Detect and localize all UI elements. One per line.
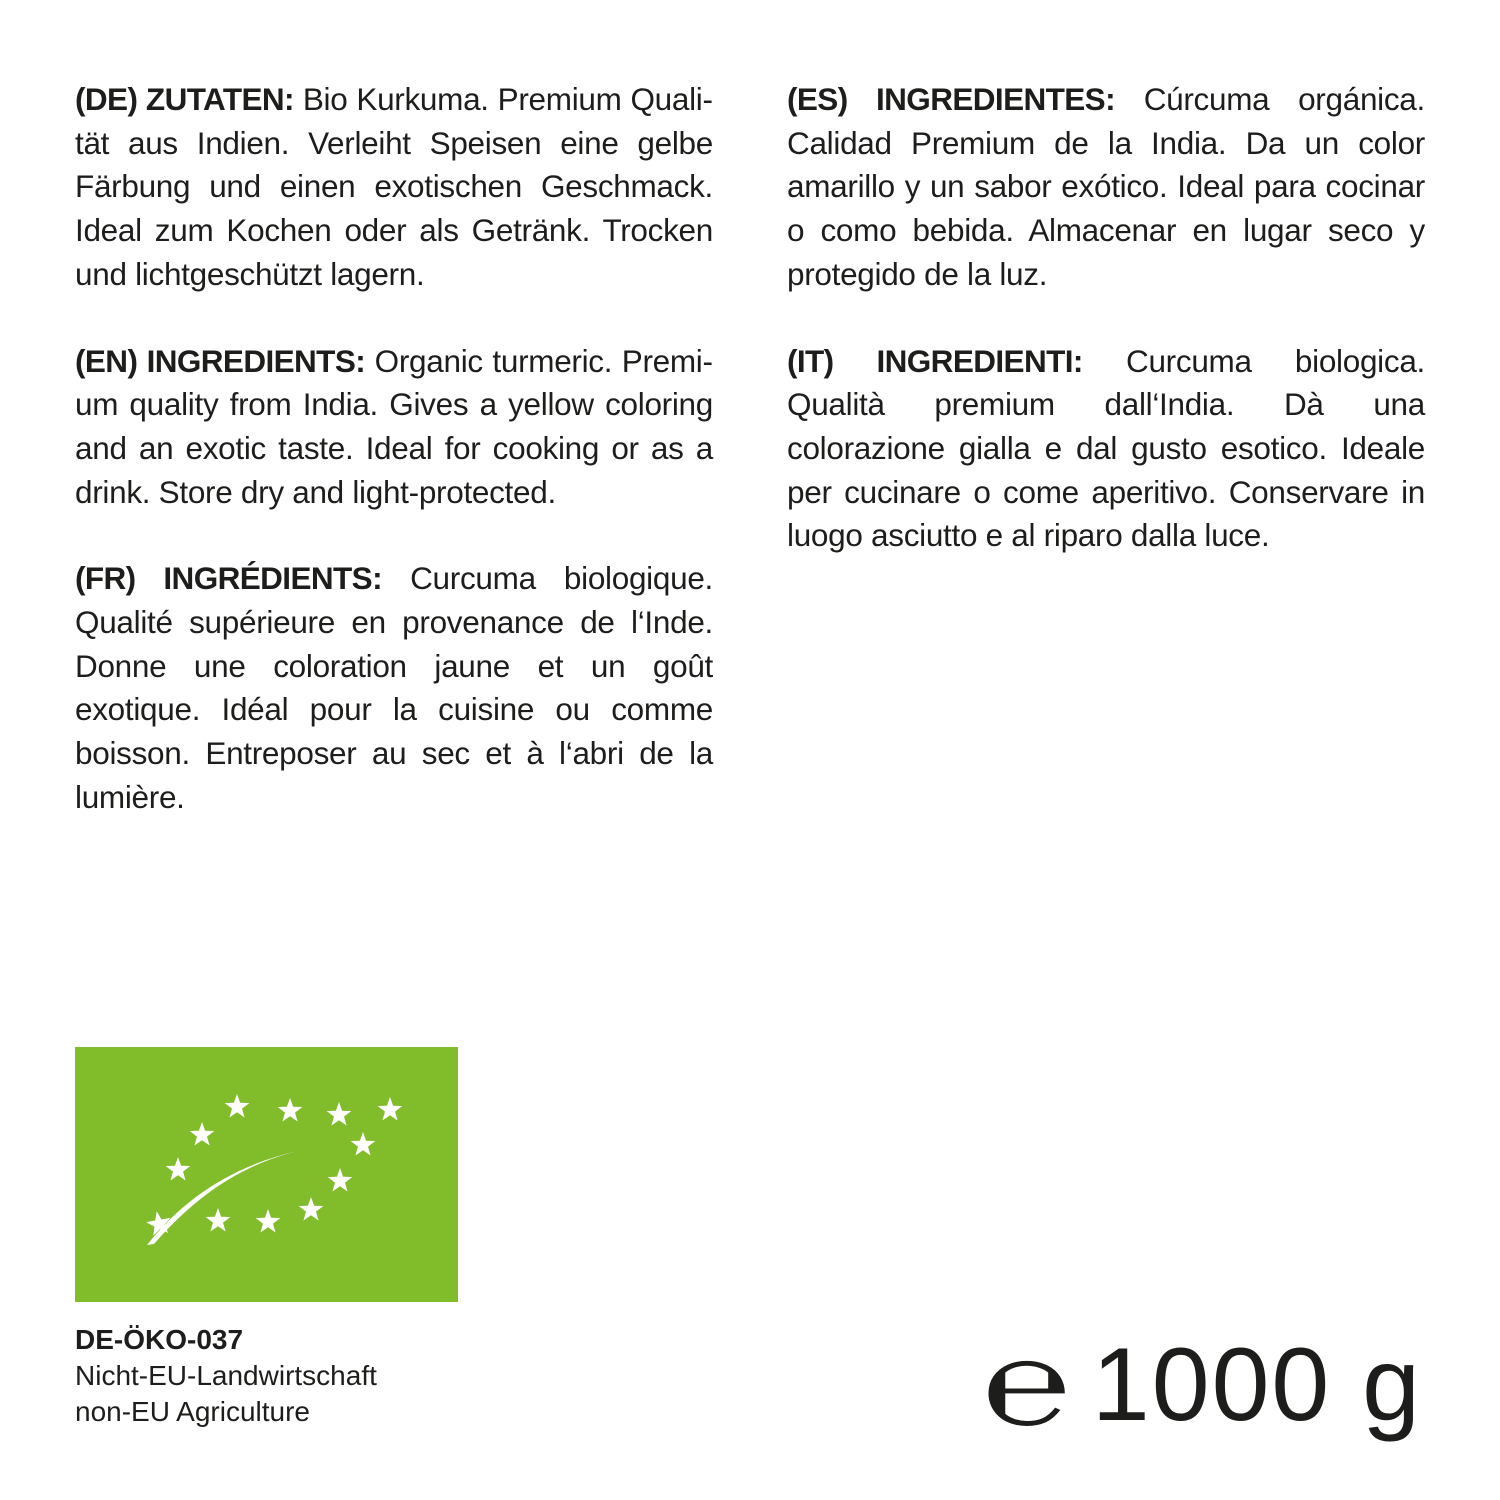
ingredients-it <box>787 340 1425 559</box>
estimated-sign-icon: ℮ <box>982 1319 1071 1450</box>
right-column <box>787 78 1425 601</box>
certification-origin-de: Nicht-EU-Landwirtschaft <box>75 1360 377 1391</box>
net-weight <box>982 1319 1422 1450</box>
ingredients-en-text: Organic turmeric. Premium quality from India. Gives a yellow coloring and an exotic taste. Ideal for cooking or as a drink. Store dry and light-protected. <box>75 342 713 510</box>
ingredients-es-text: Cúrcuma orgánica. Calidad Premium de la India. Da un color amarillo y un sabor exótico. Ideal para cocinar o como bebida. Almacenar en lugar seco y protegido de la luz. <box>787 81 1425 292</box>
ingredients-en <box>75 340 713 515</box>
ingredients-es-label: (ES) INGREDIENTES: <box>787 81 1115 117</box>
ingredients-it-text: Curcuma biologica. Qualità premium dall‘India. Dà una colorazione gialla e dal gusto esotico. Ideale per cucinare o come aperitivo. Conservare in luogo asciutto e al riparo dalla luce. <box>787 342 1425 554</box>
ingredients-de-text: Bio Kurkuma. Premium Qualität aus Indien. Verleiht Speisen eine gelbe Färbung und einen exotischen Geschmack. Ideal zum Kochen oder als Getränk. Trocken und lichtgeschützt lagern. <box>75 81 713 292</box>
ingredients-fr <box>75 557 713 819</box>
ingredients-en-label: (EN) INGREDIENTS: <box>75 342 366 379</box>
certification-code: DE-ÖKO-037 <box>75 1324 244 1355</box>
ingredients-fr-label: (FR) INGRÉDIENTS: <box>75 560 382 597</box>
certification-origin-en: non-EU Agriculture <box>75 1396 311 1427</box>
ingredients-es <box>787 78 1425 297</box>
ingredients-de <box>75 78 713 297</box>
ingredients-de-label: (DE) ZUTATEN: <box>75 81 294 117</box>
certification-info <box>75 1322 377 1430</box>
ingredients-it-label: (IT) INGREDIENTI: <box>787 342 1083 379</box>
ingredients-fr-text: Curcuma biologique. Qualité supérieure en provenance de l‘Inde. Donne une coloration jaune et un goût exotique. Idéal pour la cuisine ou comme boisson. Entreposer au sec et à l‘abri de la lumière. <box>75 560 713 815</box>
eu-organic-leaf-icon <box>75 1047 458 1302</box>
left-column <box>75 78 713 863</box>
eu-organic-logo <box>75 1047 458 1302</box>
net-weight-value: 1000 g <box>1091 1327 1422 1443</box>
